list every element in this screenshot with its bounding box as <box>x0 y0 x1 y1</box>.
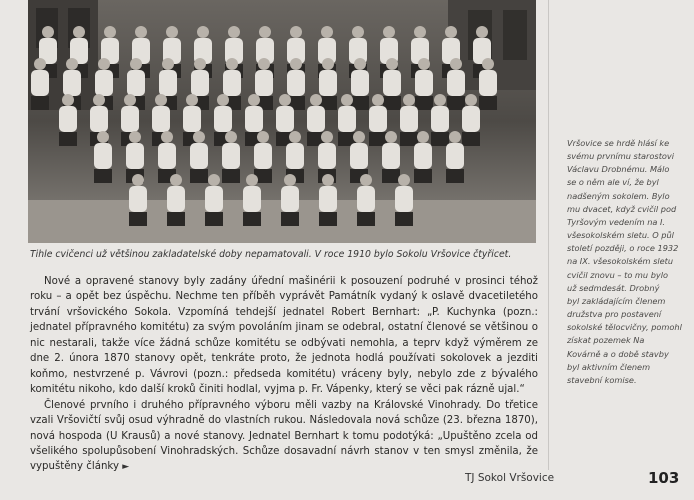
paragraph: Nové a opravené stanovy byly zadány úřední mašinérii k posouzení podruhé v prosinci téhož roku – a opět bez úspěchu. Nechme ten příběh vyprávět Památník vydaný k oslavě dvacetiletého trvání vršovického Sokola. Vzpomíná tehdejší jednatel Robert Bernhart: „P. Kuchynka (pozn.: jednatel přípravného komitétu) za svým povoláním jinam se odebral, ostatní členové se většinou o nic nestarali, takže více žádná schůze komitétu se odbývati nemohla, a teprv když výměrem ze dne 2. února 1870 stanovy opět, tenkráte proto, že jednota hodlá používati sokolovek a jezditi koňmo, nestvrzené p. Vávrovi (pozn.: předseda komitétu) vráceny byly, nebylo zde z bývalého komitétu nikoho, kdo další kroků činiti hodlal, vyjma p. Fr. Vápenky, který se věci pak rázně ujal.“ <box>30 276 538 396</box>
gymnast-trousers <box>205 212 223 226</box>
sidebar-line: na IX. všesokolském sletu <box>567 256 674 267</box>
sidebar-line: Kovárně a o době stavby <box>567 348 669 359</box>
gymnast-head <box>445 26 457 38</box>
gymnast-shirt <box>90 106 108 132</box>
gymnast-head <box>417 131 429 143</box>
gymnast-trousers <box>243 212 261 226</box>
gymnast-trousers <box>129 212 147 226</box>
gymnast-shirt <box>255 70 273 96</box>
gymnast-shirt <box>447 70 465 96</box>
gymnast-trousers <box>446 169 464 183</box>
gymnast-head <box>322 58 334 70</box>
gymnast-shirt <box>205 186 223 212</box>
gymnast-shirt <box>357 186 375 212</box>
continue-arrow-icon: ► <box>122 462 130 473</box>
gymnast-shirt <box>126 143 144 169</box>
gymnast-trousers <box>479 96 497 110</box>
sidebar-line: cvičil znovu – to mu bylo <box>567 269 669 280</box>
gymnast-shirt <box>369 106 387 132</box>
gymnast-head <box>34 58 46 70</box>
running-footer: TJ Sokol Vršovice <box>465 472 555 484</box>
gymnast-head <box>257 131 269 143</box>
sidebar-line: byl aktivním členem <box>567 361 651 372</box>
gymnast-shirt <box>414 143 432 169</box>
gymnast-trousers <box>319 212 337 226</box>
gymnast-head <box>193 131 205 143</box>
gymnast-shirt <box>431 106 449 132</box>
gymnast-head <box>476 26 488 38</box>
sidebar-line: byl zakládajícím členem <box>567 295 666 306</box>
gymnast-shirt <box>479 70 497 96</box>
gymnast-shirt <box>121 106 139 132</box>
gymnast-shirt <box>59 106 77 132</box>
gymnast-head <box>290 26 302 38</box>
photo-caption: Tihle cvičenci už většinou zakladatelské doby nepamatovali. V roce 1910 bylo Sokolu Vršovice čtyřicet. <box>30 249 512 260</box>
gymnast-shirt <box>159 70 177 96</box>
gymnast-head <box>42 26 54 38</box>
gymnast-trousers <box>357 212 375 226</box>
gymnast-head <box>386 58 398 70</box>
sidebar-line: všesokolském sletu. O půl <box>567 230 674 241</box>
gymnast-head <box>284 174 296 186</box>
gymnast-head <box>341 94 353 106</box>
gymnast-trousers <box>415 96 433 110</box>
gymnast-head <box>383 26 395 38</box>
gymnast-trousers <box>59 132 77 146</box>
gymnast-shirt <box>167 186 185 212</box>
gymnast-head <box>385 131 397 143</box>
gymnast-head <box>450 58 462 70</box>
gymnast-trousers <box>431 132 449 146</box>
gymnast-shirt <box>415 70 433 96</box>
gymnast-head <box>197 26 209 38</box>
gymnast-head <box>279 94 291 106</box>
gymnast-head <box>372 94 384 106</box>
gymnast-head <box>322 174 334 186</box>
gymnast-trousers <box>462 132 480 146</box>
gymnast-head <box>104 26 116 38</box>
gymnast-shirt <box>307 106 325 132</box>
gymnast-shirt <box>152 106 170 132</box>
gymnast-head <box>130 58 142 70</box>
sidebar-line: Václavu Drobnému. Málo <box>567 164 670 175</box>
gymnast-head <box>482 58 494 70</box>
gymnast-shirt <box>281 186 299 212</box>
gymnast-shirt <box>191 70 209 96</box>
gymnast-shirt <box>158 143 176 169</box>
gymnast-head <box>321 26 333 38</box>
gymnast-head <box>258 58 270 70</box>
sidebar-line: se o něm ale ví, že byl <box>567 177 659 188</box>
gymnast-shirt <box>95 70 113 96</box>
gymnast-head <box>289 131 301 143</box>
gymnast-trousers <box>94 169 112 183</box>
gymnast-head <box>354 58 366 70</box>
gymnast-trousers <box>281 212 299 226</box>
sidebar-line: nadšeným sokolem. Bylo <box>567 190 670 201</box>
sidebar-line: družstva pro postavení <box>567 309 662 320</box>
gymnast-head <box>62 94 74 106</box>
gymnast-head <box>353 131 365 143</box>
sidebar-line: Tyršovým vedením na I. <box>567 216 666 227</box>
gymnast-head <box>186 94 198 106</box>
gymnast-head <box>129 131 141 143</box>
gymnast-head <box>403 94 415 106</box>
gymnast-shirt <box>243 186 261 212</box>
gymnast-head <box>97 131 109 143</box>
article-body <box>30 274 538 476</box>
gymnast-shirt <box>383 70 401 96</box>
sidebar-line: sokolské tělocvičny, pomohl <box>567 322 682 333</box>
gymnast-head <box>194 58 206 70</box>
gymnast-trousers <box>31 96 49 110</box>
gymnast-head <box>226 58 238 70</box>
sidebar-line: už sedmdesát. Drobný <box>567 282 660 293</box>
page-number: 103 <box>648 469 680 487</box>
gymnast-head <box>246 174 258 186</box>
gymnast-head <box>225 131 237 143</box>
paragraph <box>30 398 538 476</box>
gymnast-shirt <box>446 143 464 169</box>
gymnast-trousers <box>447 96 465 110</box>
gymnast-head <box>93 94 105 106</box>
gymnast-shirt <box>127 70 145 96</box>
gymnast-head <box>135 26 147 38</box>
photo-illustration <box>28 0 536 243</box>
gymnast-head <box>414 26 426 38</box>
gymnast-shirt <box>318 143 336 169</box>
gymnast-shirt <box>190 143 208 169</box>
gymnast-shirt <box>183 106 201 132</box>
gymnast-trousers <box>190 169 208 183</box>
gymnast-head <box>228 26 240 38</box>
gymnast-shirt <box>382 143 400 169</box>
gymnast-shirt <box>223 70 241 96</box>
sidebar-line: století později, o roce 1932 <box>567 243 679 254</box>
historical-group-photo <box>28 0 536 243</box>
gymnast-head <box>161 131 173 143</box>
gymnast-head <box>449 131 461 143</box>
gymnast-head <box>124 94 136 106</box>
sidebar-line: Vršovice se hrdě hlásí ke <box>567 138 670 148</box>
gymnast-head <box>170 174 182 186</box>
gymnast-shirt <box>395 186 413 212</box>
gymnast-trousers <box>222 169 240 183</box>
gymnast-trousers <box>395 212 413 226</box>
sidebar-note <box>567 137 685 387</box>
gymnast-head <box>398 174 410 186</box>
gymnast-shirt <box>286 143 304 169</box>
gymnast-trousers <box>414 169 432 183</box>
gymnast-shirt <box>129 186 147 212</box>
sidebar-line: mu dvacet, když cvičil pod <box>567 203 677 214</box>
gymnast-shirt <box>222 143 240 169</box>
gymnast-shirt <box>245 106 263 132</box>
gymnast-head <box>465 94 477 106</box>
sidebar-line: stavební komise. <box>567 374 637 385</box>
gymnast-trousers <box>400 132 418 146</box>
gymnast-shirt <box>287 70 305 96</box>
gymnast-shirt <box>214 106 232 132</box>
gymnast-head <box>98 58 110 70</box>
gymnast-shirt <box>319 70 337 96</box>
gymnast-shirt <box>400 106 418 132</box>
gymnast-shirt <box>63 70 81 96</box>
gymnast-head <box>310 94 322 106</box>
gymnast-shirt <box>94 143 112 169</box>
gymnast-head <box>132 174 144 186</box>
gymnast-shirt <box>462 106 480 132</box>
gymnast-shirt <box>31 70 49 96</box>
gymnast-head <box>248 94 260 106</box>
gymnast-head <box>166 26 178 38</box>
gymnast-shirt <box>338 106 356 132</box>
gymnast-head <box>352 26 364 38</box>
gymnast-head <box>73 26 85 38</box>
sidebar-line: získat pozemek Na <box>567 335 645 346</box>
gymnast-head <box>155 94 167 106</box>
sidebar-line: svému prvnímu starostovi <box>567 151 675 162</box>
gymnast-head <box>259 26 271 38</box>
gymnast-shirt <box>350 143 368 169</box>
gymnast-shirt <box>351 70 369 96</box>
gymnast-trousers <box>167 212 185 226</box>
gymnast-head <box>434 94 446 106</box>
gymnast-head <box>321 131 333 143</box>
gymnast-shirt <box>254 143 272 169</box>
gymnast-head <box>208 174 220 186</box>
gymnast-head <box>217 94 229 106</box>
gymnast-shirt <box>319 186 337 212</box>
gymnast-shirt <box>276 106 294 132</box>
column-divider <box>548 0 549 470</box>
gymnast-head <box>360 174 372 186</box>
gymnast-head <box>162 58 174 70</box>
gymnast-trousers <box>382 169 400 183</box>
paragraph-text: Členové prvního i druhého přípravného výboru měli vazby na Královské Vinohrady. Do třetice vzali Vršovičtí svůj osud výhradně do vlastních rukou. Následovala nová schůze (23. března 1870), nová hospoda (U Krausů) a nové stanovy. Jednatel Bernhart k tomu podotýká: „Upuštěno zcela od všelikého spolupůsobení Vinohradských. Schůze dosavadní návrh stanov v ten smysl změnila, že vypuštěny články <box>30 399 538 473</box>
gymnast-head <box>66 58 78 70</box>
gymnast-head <box>290 58 302 70</box>
gymnast-head <box>418 58 430 70</box>
